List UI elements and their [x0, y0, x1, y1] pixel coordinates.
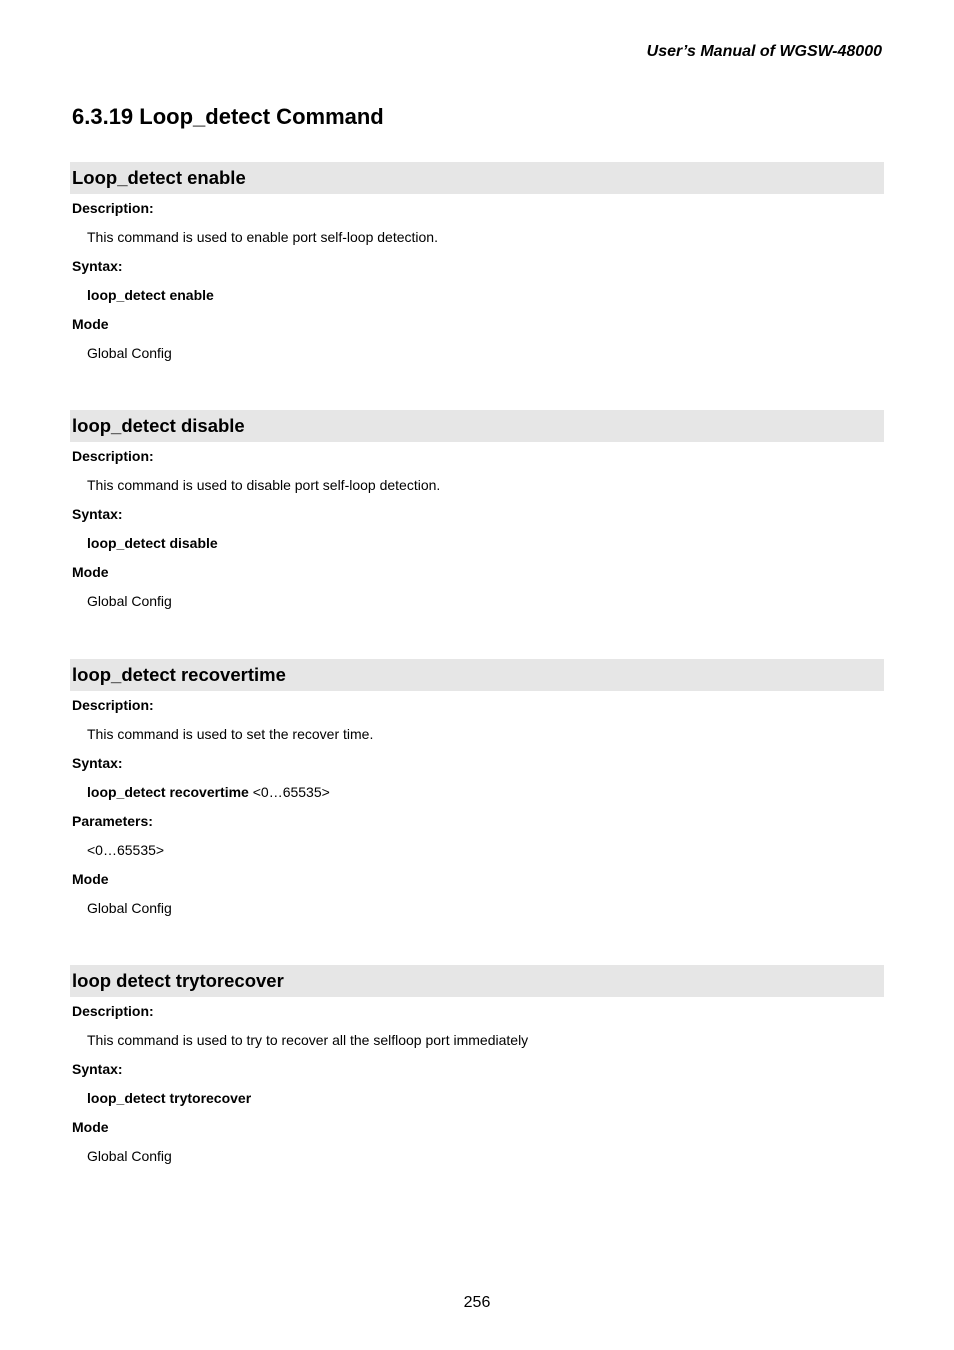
- page-number: 256: [463, 1294, 491, 1311]
- mode-label: Mode: [72, 871, 109, 887]
- section-header-bar: [70, 410, 884, 442]
- mode-label: Mode: [72, 1119, 109, 1135]
- syntax-text: [70, 281, 884, 310]
- chapter-title: 6.3.19 Loop_detect Command: [72, 104, 384, 129]
- description-text: This command is used to try to recover all the selfloop port immediately: [87, 1032, 529, 1048]
- mode-text: Global Config: [87, 345, 172, 361]
- syntax-label: Syntax:: [72, 258, 123, 274]
- syntax-text: [70, 778, 884, 807]
- description-text: This command is used to disable port self-loop detection.: [87, 477, 441, 493]
- section-title: loop_detect recovertime: [72, 664, 286, 685]
- section-title: loop detect trytorecover: [72, 970, 284, 991]
- parameters-label: Parameters:: [72, 813, 153, 829]
- mode-label: Mode: [72, 564, 109, 580]
- description-text: This command is used to set the recover time.: [87, 726, 374, 742]
- syntax-argument: <0…65535>: [248, 784, 330, 800]
- running-header: User’s Manual of WGSW-48000: [646, 43, 882, 60]
- command-section-disable: [70, 410, 884, 616]
- syntax-command: loop_detect recovertime: [87, 784, 249, 800]
- command-section-recovertime: [70, 659, 884, 923]
- section-header-bar: [70, 162, 884, 194]
- mode-text: Global Config: [87, 900, 172, 916]
- syntax-text: [70, 529, 884, 558]
- syntax-command: loop_detect disable: [87, 535, 218, 551]
- description-label: Description:: [72, 448, 154, 464]
- syntax-text: [70, 1084, 884, 1113]
- syntax-label: Syntax:: [72, 755, 123, 771]
- command-section-enable: [70, 162, 884, 368]
- description-label: Description:: [72, 200, 154, 216]
- syntax-label: Syntax:: [72, 506, 123, 522]
- mode-label: Mode: [72, 316, 109, 332]
- command-section-trytorecover: [70, 965, 884, 1171]
- syntax-command: loop_detect trytorecover: [87, 1090, 252, 1106]
- mode-text: Global Config: [87, 1148, 172, 1164]
- parameters-text: <0…65535>: [87, 842, 165, 858]
- section-header-bar: [70, 659, 884, 691]
- syntax-label: Syntax:: [72, 1061, 123, 1077]
- description-text: This command is used to enable port self-loop detection.: [87, 229, 438, 245]
- syntax-command: loop_detect enable: [87, 287, 214, 303]
- description-label: Description:: [72, 1003, 154, 1019]
- section-header-bar: [70, 965, 884, 997]
- section-title: loop_detect disable: [72, 415, 245, 436]
- mode-text: Global Config: [87, 593, 172, 609]
- description-label: Description:: [72, 697, 154, 713]
- section-title: Loop_detect enable: [72, 167, 246, 188]
